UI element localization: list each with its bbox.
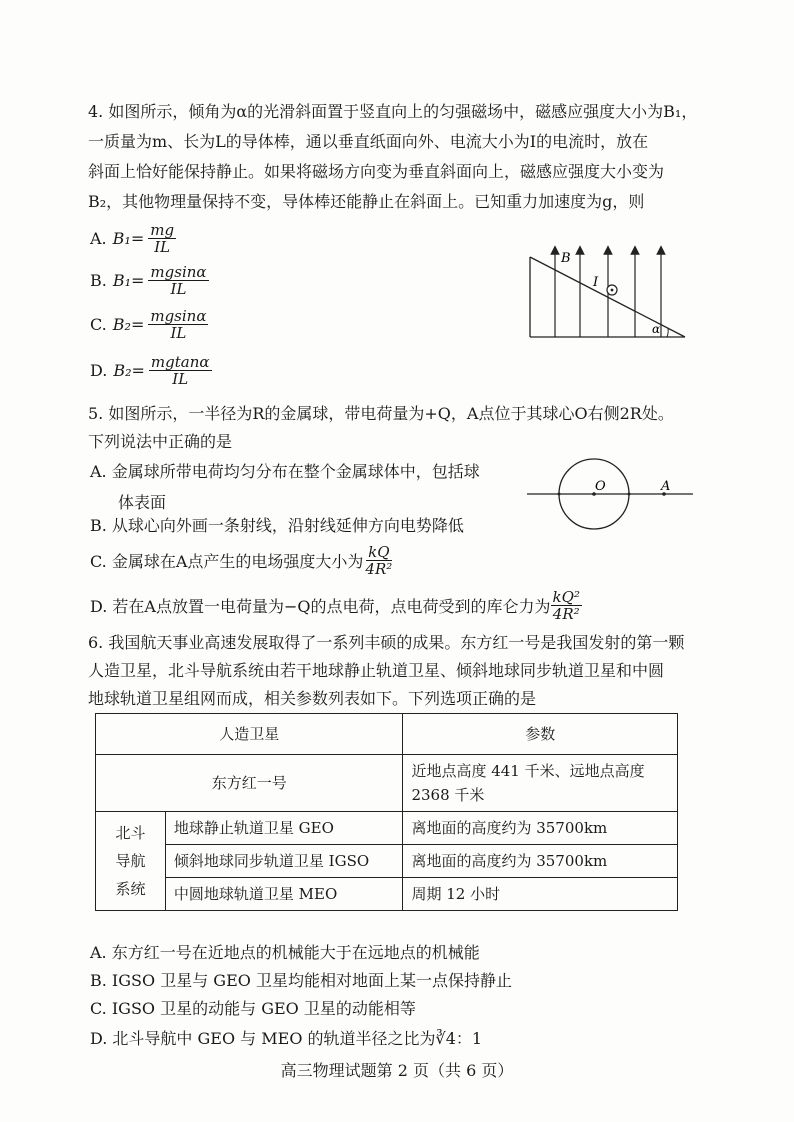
q6-option-d[interactable]: D. 北斗导航中 GEO 与 MEO 的轨道半径之比为∛4：1 [90, 1029, 483, 1048]
dfh-name-cell: 东方红一号 [96, 755, 403, 812]
field-label: B [561, 251, 571, 266]
q5-stem-line-2: 下列说法中正确的是 [88, 432, 233, 451]
center-label: O [595, 479, 606, 494]
q4-option-d-fraction: $\frac{mgtan\alpha}{IL}$ [150, 353, 210, 388]
current-label: I [593, 275, 599, 290]
satellite-name-cell: 地球静止轨道卫星 GEO [165, 812, 403, 845]
table-header-row [96, 714, 678, 755]
table-row [96, 812, 678, 845]
satellite-name-cell: 倾斜地球同步轨道卫星 IGSO [165, 845, 403, 878]
point-a-label: A [661, 479, 671, 494]
satellite-name-cell: 中圆地球轨道卫星 MEO [165, 878, 403, 911]
q5-option-c[interactable]: C. 金属球在A点产生的电场强度大小为 $\frac{kQ}{\text{4R²}}$ [90, 543, 393, 578]
q4-incline-figure [525, 242, 690, 342]
satellite-param-cell: 离地面的高度约为 35700km [403, 812, 678, 845]
q6-stem-line-3: 地球轨道卫星组网而成，相关参数列表如下。下列选项正确的是 [88, 689, 537, 708]
q4-option-b-fraction: $\frac{mgsin\alpha}{IL}$ [150, 263, 207, 298]
table-row [96, 878, 678, 911]
q5-option-a[interactable]: A. 金属球所带电荷均匀分布在整个金属球体中，包括球 体表面 [90, 462, 480, 512]
q6-stem-line-2: 人造卫星，北斗导航系统由若干地球静止轨道卫星、倾斜地球同步轨道卫星和中圆 [88, 661, 665, 680]
angle-label: α [652, 322, 661, 336]
q6-option-c[interactable]: C. IGSO 卫星的动能与 GEO 卫星的动能相等 [90, 999, 416, 1018]
satellite-param-cell: 周期 12 小时 [403, 878, 678, 911]
q4-stem-line-3: 斜面上恰好能保持静止。如果将磁场方向变为垂直斜面向上，磁感应强度大小变为 [88, 162, 665, 181]
q6-option-a[interactable]: A. 东方红一号在近地点的机械能大于在远地点的机械能 [90, 943, 480, 962]
q4-option-a[interactable]: A. B₁= $\frac{mg}{IL}$ [90, 221, 175, 256]
q5-option-c-fraction: $\frac{kQ}{\text{4R²}}$ [365, 543, 393, 578]
dfh-param-cell: 近地点高度 441 千米、远地点高度 2368 千米 [403, 755, 678, 812]
page-footer: 高三物理试题第 2 页（共 6 页） [280, 1061, 514, 1080]
satellite-param-cell: 离地面的高度约为 35700km [403, 845, 678, 878]
header-satellite: 人造卫星 [96, 714, 403, 755]
q4-option-b[interactable]: B. B₁= $\frac{mgsin\alpha}{IL}$ [90, 263, 207, 298]
header-parameter: 参数 [403, 714, 678, 755]
table-row [96, 755, 678, 812]
q5-option-d[interactable]: D. 若在A点放置一电荷量为−Q的点电荷，点电荷受到的库仑力为 $\frac{\text{kQ²}}{\text{4R²}}$ [90, 588, 580, 623]
q4-option-a-fraction: $\frac{mg}{IL}$ [150, 221, 175, 256]
table-row [96, 845, 678, 878]
beidou-group-cell: 北斗 导航 系统 [96, 812, 166, 911]
satellite-parameter-table [95, 713, 678, 911]
q4-stem-line-4: B₂，其他物理量保持不变，导体棒还能静止在斜面上。已知重力加速度为g，则 [88, 192, 645, 211]
q6-option-b[interactable]: B. IGSO 卫星与 GEO 卫星均能相对地面上某一点保持静止 [90, 971, 512, 990]
q4-stem-line-1: 4. 如图所示，倾角为α的光滑斜面置于竖直向上的匀强磁场中，磁感应强度大小为B₁， [88, 102, 698, 121]
q6-stem-line-1: 6. 我国航天事业高速发展取得了一系列丰硕的成果。东方红一号是我国发射的第一颗 [88, 633, 685, 652]
q5-option-b[interactable]: B. 从球心向外画一条射线，沿射线延伸方向电势降低 [90, 516, 464, 535]
q4-option-c-fraction: $\frac{mgsin\alpha}{IL}$ [150, 307, 207, 342]
q4-option-d[interactable]: D. B₂= $\frac{mgtan\alpha}{IL}$ [90, 353, 210, 388]
q5-stem-line-1: 5. 如图所示，一半径为R的金属球，带电荷量为+Q，A点位于其球心O右侧2R处。 [88, 404, 674, 423]
q5-sphere-figure [525, 448, 695, 540]
q4-option-c[interactable]: C. B₂= $\frac{mgsin\alpha}{IL}$ [90, 307, 207, 342]
q4-stem-line-2: 一质量为m、长为L的导体棒，通以垂直纸面向外、电流大小为I的电流时，放在 [88, 132, 649, 151]
q5-option-d-fraction: $\frac{\text{kQ²}}{\text{4R²}}$ [552, 588, 580, 623]
